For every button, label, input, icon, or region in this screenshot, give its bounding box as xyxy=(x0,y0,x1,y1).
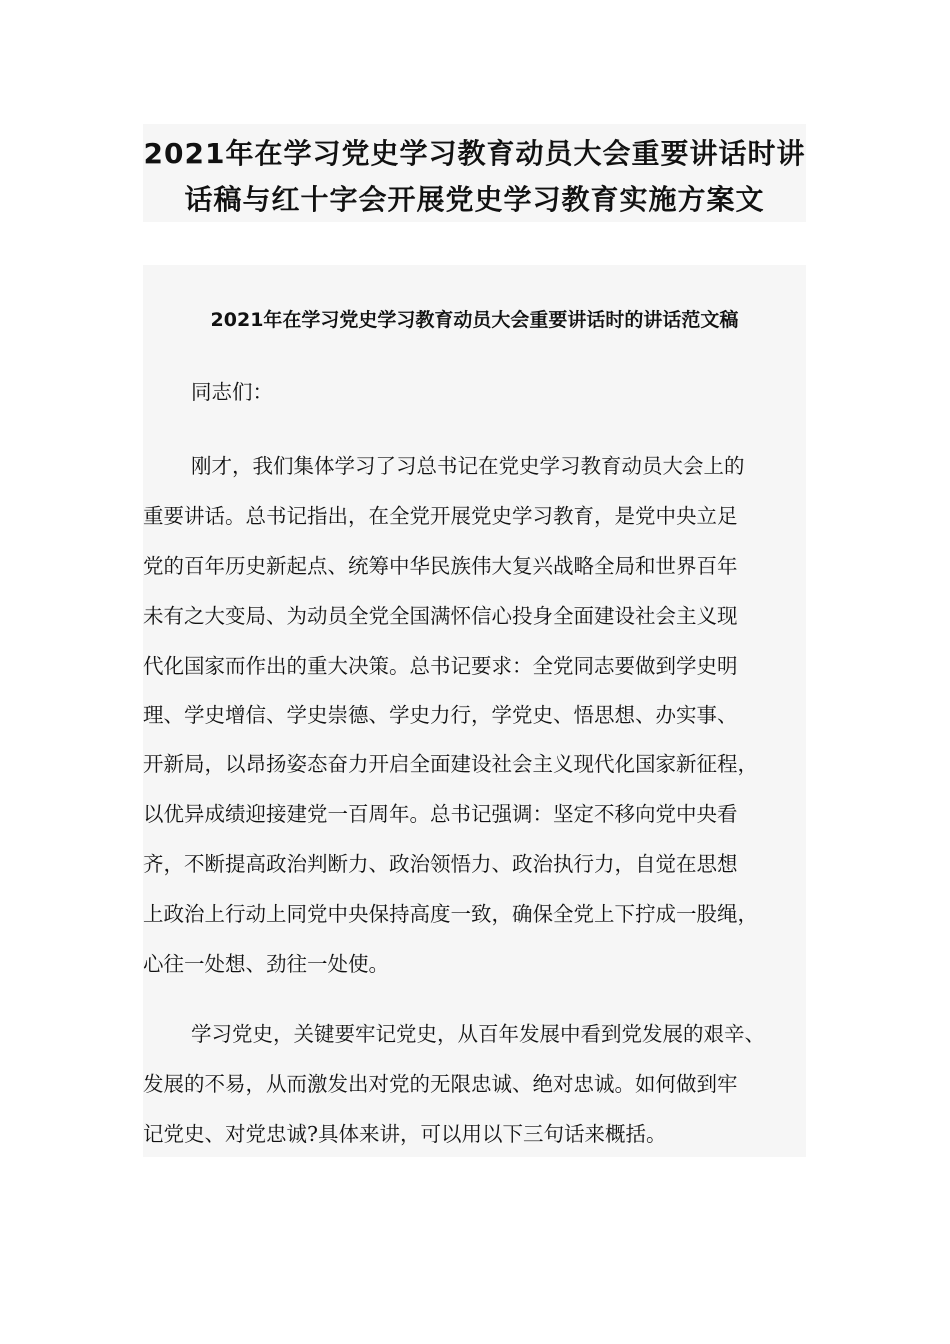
title-line-1: 2021年在学习党史学习教育动员大会重要讲话时讲 xyxy=(143,137,806,170)
paragraph-line: 理、学史增信、学史崇德、学史力行，学党史、悟思想、办实事、 xyxy=(143,703,738,727)
paragraph-line: 记党史、对党忠诚?具体来讲，可以用以下三句话来概括。 xyxy=(143,1122,667,1146)
paragraph-line: 开新局，以昂扬姿态奋力开启全面建设社会主义现代化国家新征程， xyxy=(143,752,758,776)
paragraph-line: 上政治上行动上同党中央保持高度一致，确保全党上下拧成一股绳， xyxy=(143,902,758,926)
paragraph-line: 未有之大变局、为动员全党全国满怀信心投身全面建设社会主义现 xyxy=(143,604,738,628)
paragraph-line: 学习党史，关键要牢记党史，从百年发展中看到党发展的艰辛、 xyxy=(191,1022,765,1046)
section-subtitle: 2021年在学习党史学习教育动员大会重要讲话时的讲话范文稿 xyxy=(210,309,739,331)
paragraph-line: 党的百年历史新起点、统筹中华民族伟大复兴战略全局和世界百年 xyxy=(143,554,738,578)
document-title xyxy=(143,124,806,222)
salutation: 同志们： xyxy=(191,380,273,404)
paragraph-line: 发展的不易，从而激发出对党的无限忠诚、绝对忠诚。如何做到牢 xyxy=(143,1072,738,1096)
paragraph-line: 以优异成绩迎接建党一百周年。总书记强调：坚定不移向党中央看 xyxy=(143,802,738,826)
paragraph-line: 齐，不断提高政治判断力、政治领悟力、政治执行力，自觉在思想 xyxy=(143,852,738,876)
title-line-2: 话稿与红十字会开展党史学习教育实施方案文 xyxy=(184,183,765,216)
paragraph-line: 心往一处想、劲往一处使。 xyxy=(143,952,389,976)
paragraph-line: 代化国家而作出的重大决策。总书记要求：全党同志要做到学史明 xyxy=(143,654,738,678)
paragraph-line: 重要讲话。总书记指出，在全党开展党史学习教育，是党中央立足 xyxy=(143,504,738,528)
paragraph-line: 刚才，我们集体学习了习总书记在党史学习教育动员大会上的 xyxy=(191,454,745,478)
document-body xyxy=(143,265,806,1157)
